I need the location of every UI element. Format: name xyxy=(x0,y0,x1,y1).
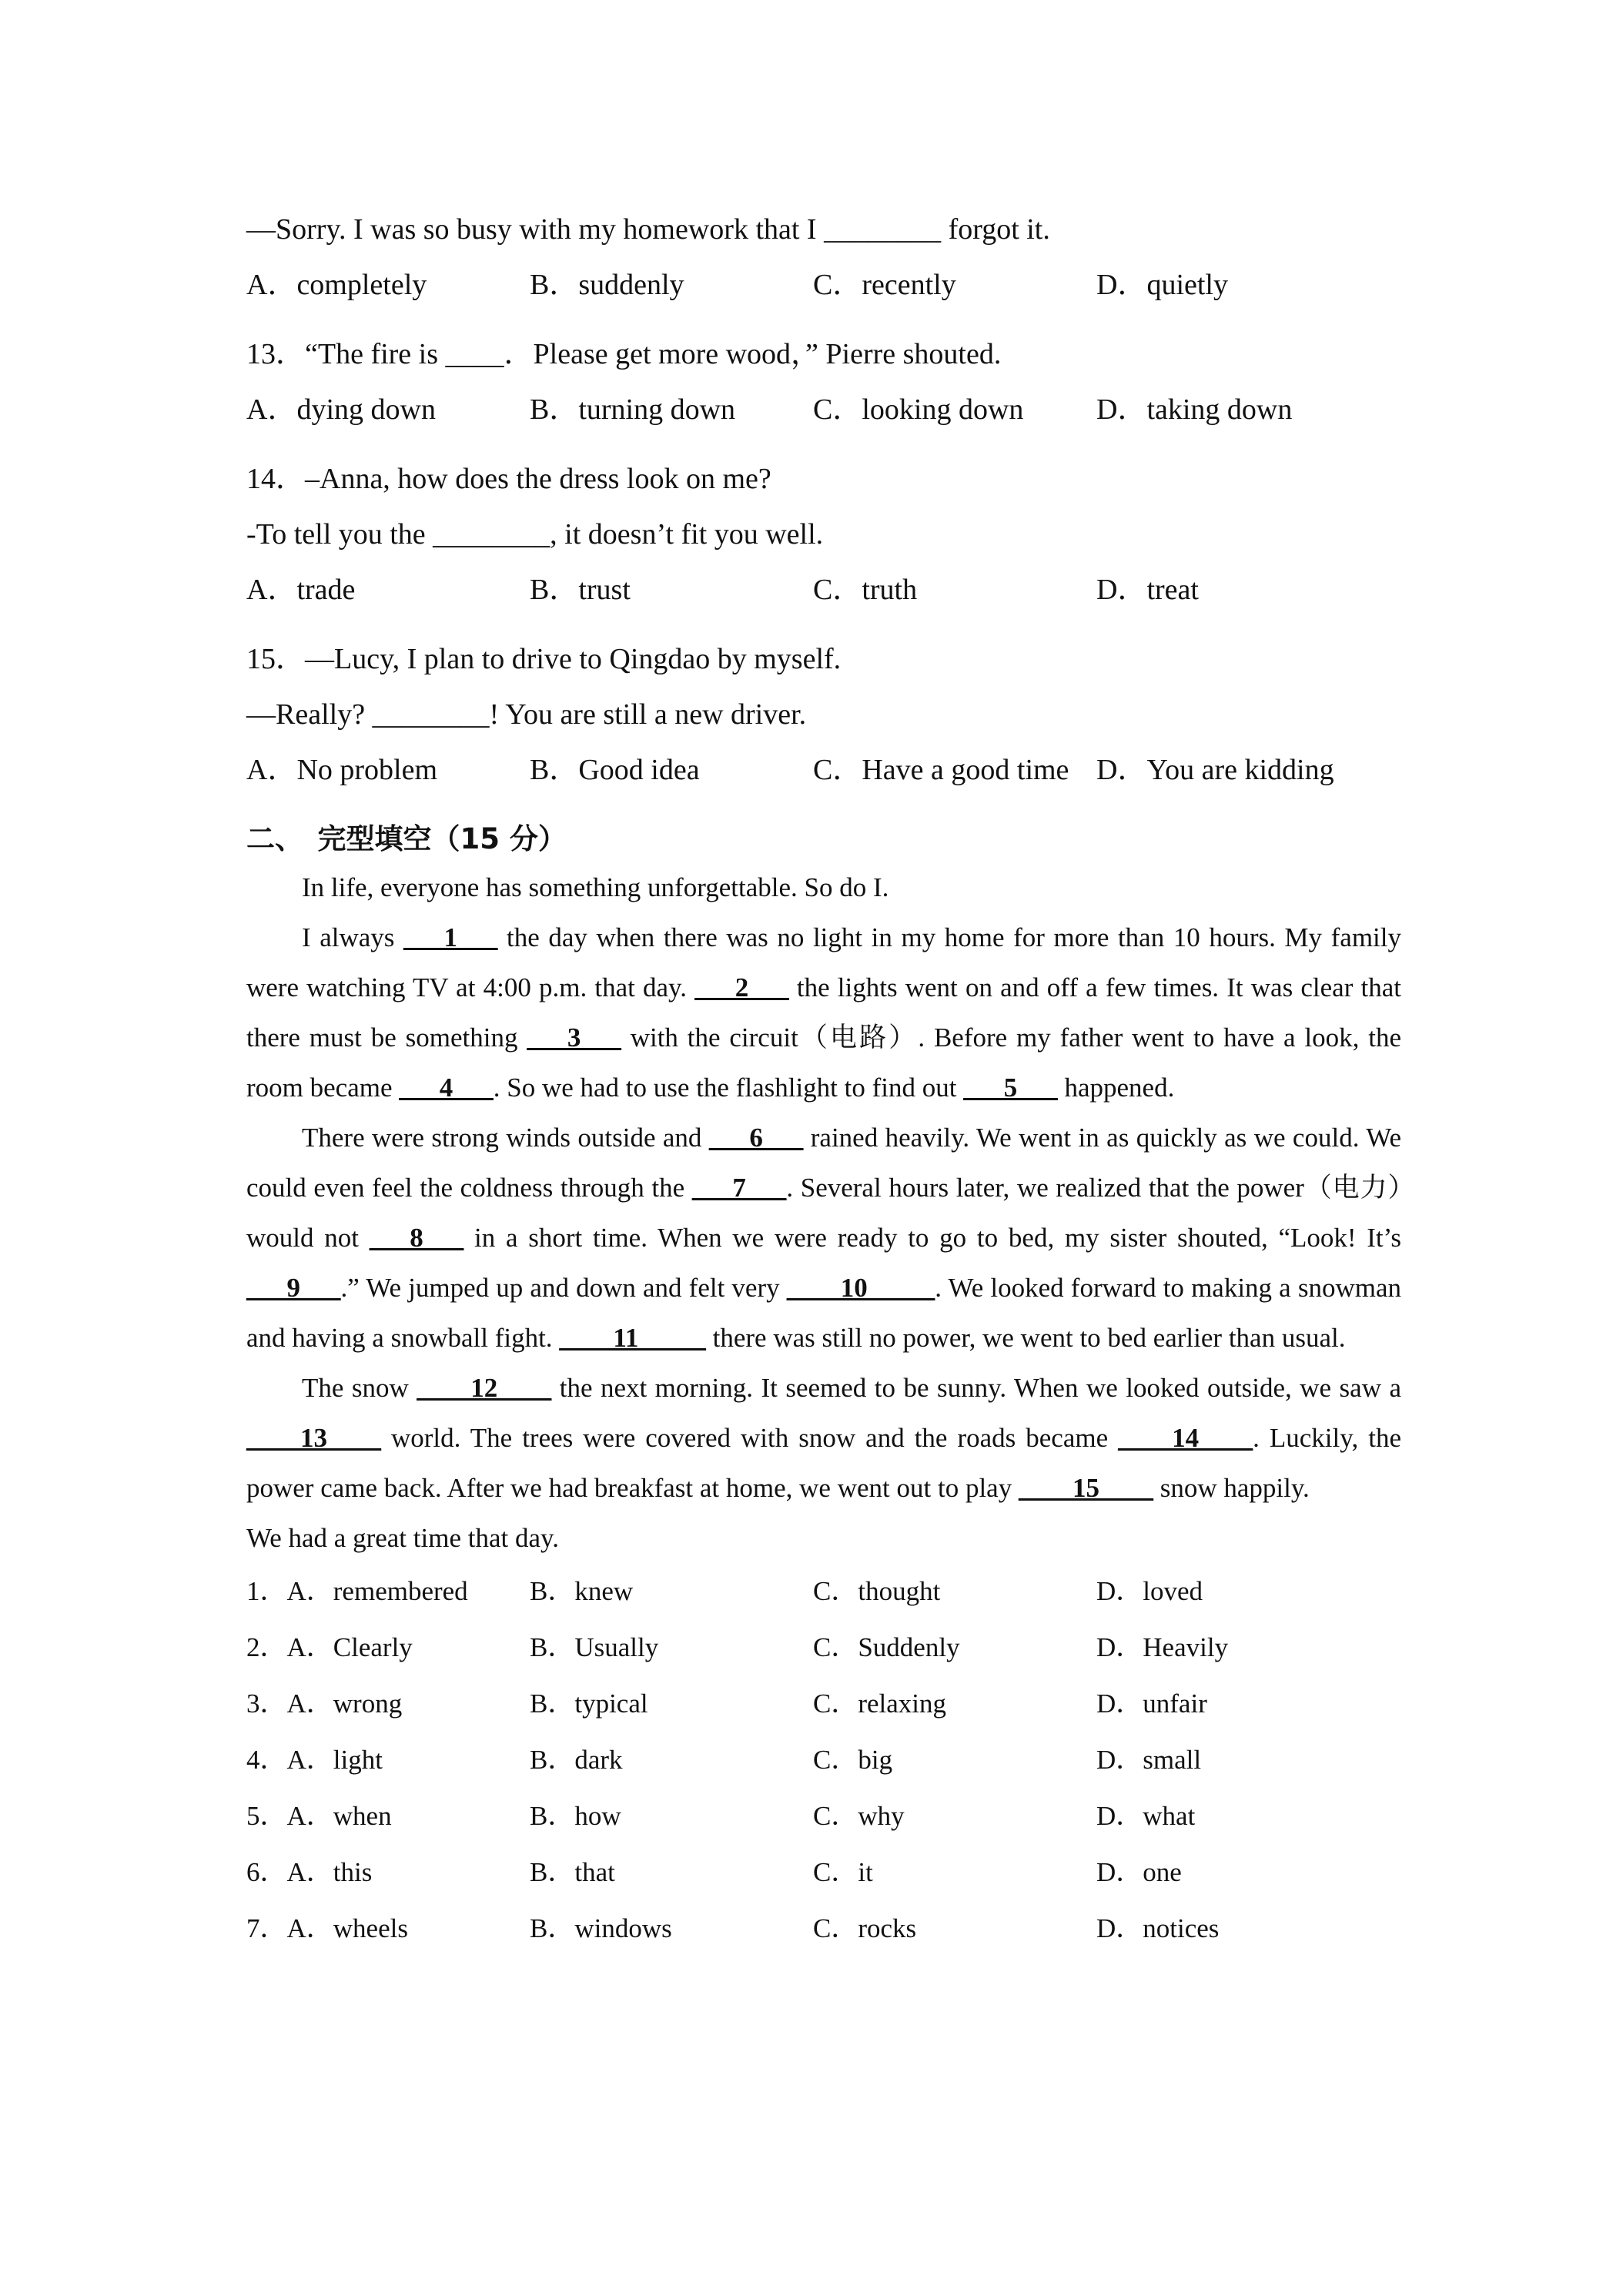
option-c: C．looking down xyxy=(813,393,1024,426)
blank-2: ___2___ xyxy=(694,972,789,1002)
option-b: B．suddenly xyxy=(530,269,684,301)
blank-13: ____13____ xyxy=(246,1423,381,1453)
answer-row-1 xyxy=(246,1563,1401,1619)
answer-option: D．what xyxy=(1096,1801,1196,1831)
blank-9: ___9___ xyxy=(246,1273,341,1303)
q13-stem: 13．“The fire is ____．Please get more wood，” Pierre shouted. xyxy=(246,338,1002,370)
blank-4: ___4___ xyxy=(399,1073,494,1103)
answer-option: 2．A．Clearly xyxy=(246,1632,413,1662)
answer-option: C．it xyxy=(813,1857,873,1887)
answer-option: C．relaxing xyxy=(813,1689,947,1719)
option-a: A．dying down xyxy=(246,393,436,426)
option-a: A．trade xyxy=(246,574,356,606)
answer-row-4 xyxy=(246,1732,1401,1788)
option-c: C．truth xyxy=(813,574,918,606)
q15-stem-1: 15．—Lucy, I plan to drive to Qingdao by myself. xyxy=(246,643,842,675)
q15-stem-2: —Really? ________! You are still a new driver. xyxy=(246,698,807,731)
answer-option: 3．A．wrong xyxy=(246,1689,403,1719)
answer-option: 4．A．light xyxy=(246,1745,383,1775)
option-b: B．trust xyxy=(530,574,631,606)
option-a: A．No problem xyxy=(246,754,438,786)
blank-14: ____14____ xyxy=(1118,1423,1253,1453)
option-c: C．recently xyxy=(813,269,956,301)
passage-paragraph-3: There were strong winds outside and ___6___ rained heavily. We went in as quickly as we could. We could even feel the coldness through the ___7___. Several hours later, we realized that the power（电力）would not ___8___ in a short time. When we were ready to go to bed, my sister shouted, “Look! It’s ___9___.” We jumped up and down and felt very ____10_____. We looked forward to making a snowman and having a snowball fight. ____11_____ there was still no power, we went to bed earlier than usual. xyxy=(246,1123,1401,1353)
blank-10: ____10_____ xyxy=(786,1273,935,1303)
answer-option: C．big xyxy=(813,1745,893,1775)
exam-page xyxy=(246,202,1401,1956)
answer-option: B．dark xyxy=(530,1745,623,1775)
answer-option: C．rocks xyxy=(813,1913,917,1943)
answer-option: B．knew xyxy=(530,1576,634,1606)
answer-option: B．typical xyxy=(530,1689,648,1719)
option-b: B．Good idea xyxy=(530,754,700,786)
q14-stem-1: 14．–Anna, how does the dress look on me? xyxy=(246,463,771,495)
q12-options xyxy=(246,257,1401,313)
blank-7: ___7___ xyxy=(691,1173,787,1203)
answer-option: D．Heavily xyxy=(1096,1632,1229,1662)
answer-row-5 xyxy=(246,1788,1401,1844)
answer-option: D．unfair xyxy=(1096,1689,1207,1719)
passage-paragraph-5: We had a great time that day. xyxy=(246,1523,559,1553)
answer-option: B．windows xyxy=(530,1913,672,1943)
answer-option: 5．A．when xyxy=(246,1801,392,1831)
blank-1: ___1___ xyxy=(403,922,498,952)
answer-option: C．Suddenly xyxy=(813,1632,960,1662)
answer-option: D．one xyxy=(1096,1857,1182,1887)
option-d: D．taking down xyxy=(1096,393,1293,426)
q12-stem: —Sorry. I was so busy with my homework that I ________ forgot it. xyxy=(246,213,1050,246)
blank-15: ____15____ xyxy=(1018,1473,1153,1503)
answer-option: B．Usually xyxy=(530,1632,659,1662)
passage-paragraph-1: In life, everyone has something unforgettable. So do I. xyxy=(302,872,889,902)
answer-option: B．that xyxy=(530,1857,615,1887)
answer-option: B．how xyxy=(530,1801,621,1831)
option-d: D．treat xyxy=(1096,574,1199,606)
q15-options xyxy=(246,742,1401,798)
blank-12: ____12____ xyxy=(417,1373,552,1403)
option-a: A．completely xyxy=(246,269,427,301)
passage-paragraph-4: The snow ____12____ the next morning. It seemed to be sunny. When we looked outside, we saw a ____13____ world. The trees were covered with snow and the roads became ____14____. Luckily, the power came back. After we had breakfast at home, we went out to play ____15____ snow happily. xyxy=(246,1373,1401,1503)
option-c: C．Have a good time xyxy=(813,754,1069,786)
answer-option: 7．A．wheels xyxy=(246,1913,408,1943)
answer-row-7 xyxy=(246,1900,1401,1956)
blank-3: ___3___ xyxy=(527,1022,621,1053)
section-title: 二、 完型填空（15 分） xyxy=(246,822,567,855)
answer-option: C．thought xyxy=(813,1576,941,1606)
answer-option: 1．A．remembered xyxy=(246,1576,468,1606)
answer-option: D．small xyxy=(1096,1745,1202,1775)
answer-option: D．notices xyxy=(1096,1913,1220,1943)
blank-8: ___8___ xyxy=(369,1223,464,1253)
blank-6: ___6___ xyxy=(708,1123,804,1153)
answer-option: C．why xyxy=(813,1801,905,1831)
option-d: D．You are kidding xyxy=(1096,754,1334,786)
answer-option: D．loved xyxy=(1096,1576,1203,1606)
option-b: B．turning down xyxy=(530,393,736,426)
q14-options xyxy=(246,562,1401,618)
option-d: D．quietly xyxy=(1096,269,1228,301)
blank-11: ____11_____ xyxy=(559,1323,706,1353)
q13-options xyxy=(246,382,1401,437)
answer-row-2 xyxy=(246,1619,1401,1675)
answer-option: 6．A．this xyxy=(246,1857,373,1887)
answer-row-3 xyxy=(246,1675,1401,1732)
answer-row-6 xyxy=(246,1844,1401,1900)
passage-paragraph-2: I always ___1___ the day when there was no light in my home for more than 10 hours. My family were watching TV at 4:00 p.m. that day. ___2___ the lights went on and off a few times. It was clear that there must be something ___3___ with the circuit（电路）. Before my father went to have a look, the room became ___4___. So we had to use the flashlight to find out ___5___ happened. xyxy=(246,922,1401,1103)
blank-5: ___5___ xyxy=(963,1073,1058,1103)
q14-stem-2: -To tell you the ________, it doesn’t fit you well. xyxy=(246,518,824,551)
